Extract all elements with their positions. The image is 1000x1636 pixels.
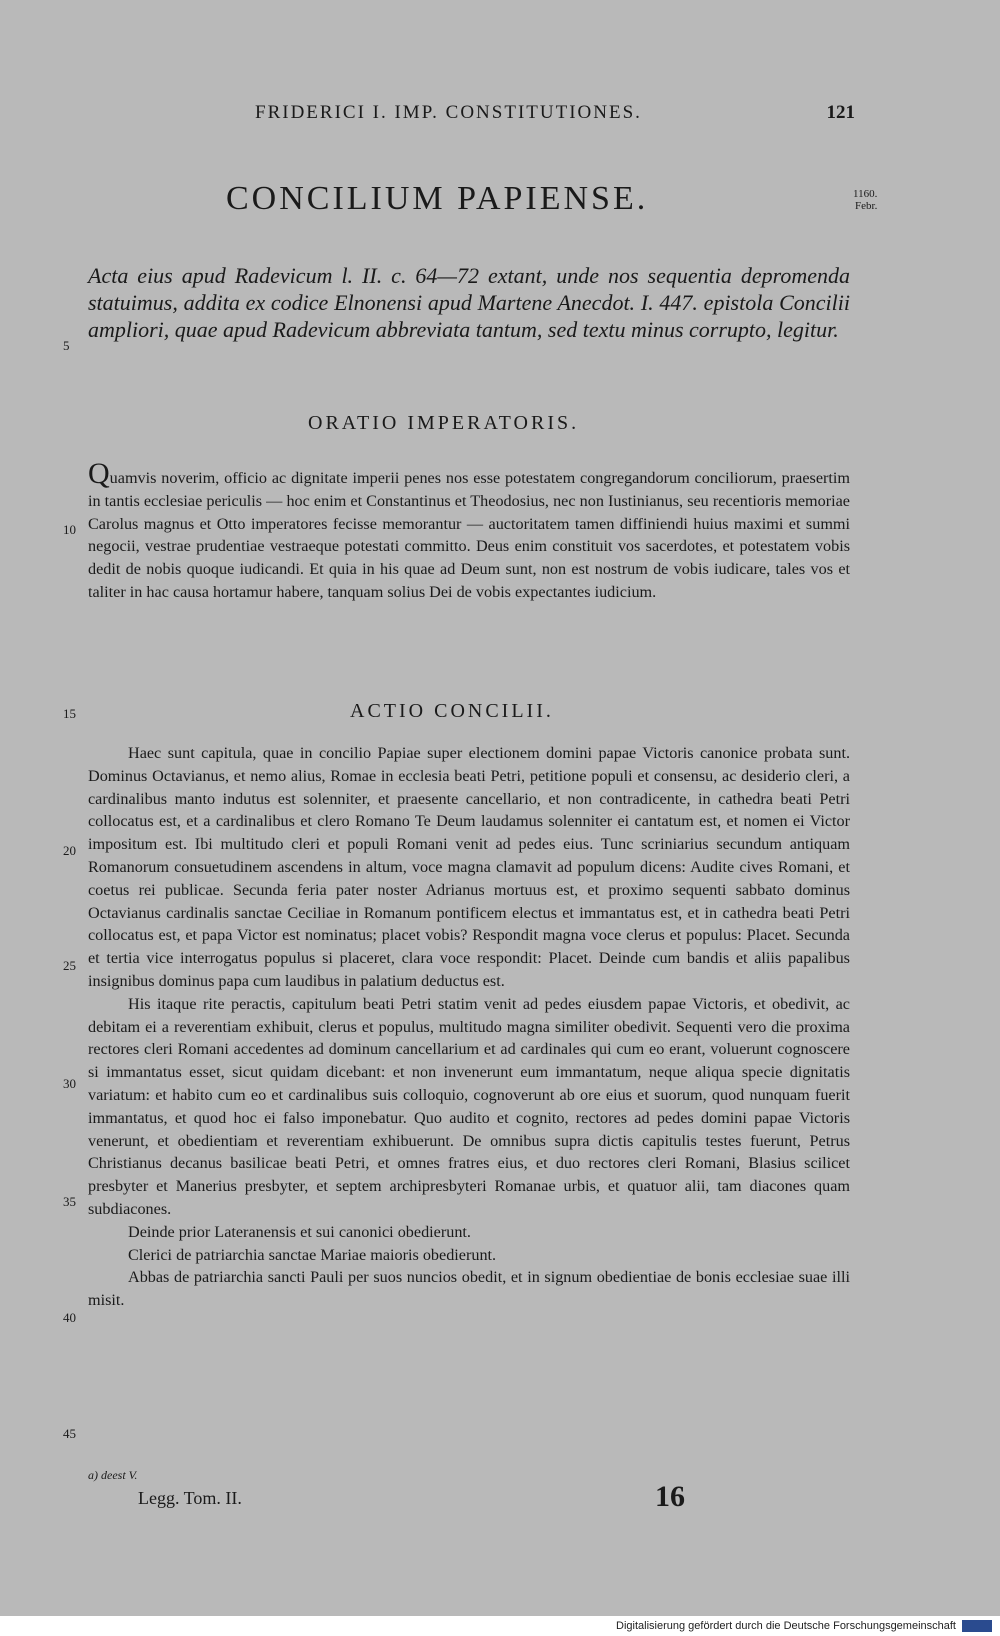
margin-year: 1160. [853, 188, 878, 200]
line-number: 40 [63, 1310, 76, 1325]
line-number: 20 [63, 843, 76, 858]
page-number: 121 [826, 102, 855, 123]
actio-paragraph-1: Haec sunt capitula, quae in concilio Papiae super electionem domini papae Victoris canonice probata sunt. Dominus Octavianus, et nemo alius, Romae in ecclesia beati Petri, petitione populi et consensu, ac desiderio cleri, a cardinalibus manto indutus est solenniter, et praesente cancellario, et non contradicente, in cathedra beati Petri collocatus est, et a cardinalibus et clero Romano Te Deum laudamus solenniter ei cantatum est, et nomen ei Victor impositum est. Ibi multitudo cleri et populi Romani venit ad pedes eius. Tunc scriniarius secundum antiquam Romanorum consuetudinem ascendens in altum, voce magna clamavit ad populum dicens: Audite cives Romani, et coetus rei publicae. Secunda feria pater noster Adrianus mortuus est, et proximo sequenti sabbato dominus Octavianus cardinalis sanctae Ceciliae in Romanum pontificem electus et immantatus est, et in cathedra beati Petri collocatus est, et papa Victor est nominatus; placet vobis? Respondit magna voce clerus et populus: Placet. Secunda et tertia vice interrogatus populus si placeret, clara voce respondit: Placet. Deinde cum bandis et aliis papalibus insignibus dominus papa cum laudibus in palatium deductus est. [88, 744, 850, 990]
line-number: 30 [63, 1076, 76, 1091]
section-heading-oratio: ORATIO IMPERATORIS. [308, 412, 580, 434]
signature-number: 16 [655, 1480, 685, 1513]
signature-mark: Legg. Tom. II. [138, 1488, 242, 1508]
intro-paragraph [88, 262, 850, 343]
section-heading-actio: ACTIO CONCILII. [350, 700, 554, 722]
line-number: 45 [63, 1426, 76, 1441]
margin-month: Febr. [855, 200, 878, 212]
line-number: 5 [63, 338, 70, 353]
margin-date [853, 188, 877, 212]
actio-paragraph-2: His itaque rite peractis, capitulum beati Petri statim venit ad pedes eiusdem papae Victoris, et obedivit, ac debitam ei a reverentiam exhibuit, clerus et populus, multitudo magna similiter obedivit. Sequenti vero die proxima rectores cleri Romani accedentes ad dominum cancellarium et ad cardinales qui cum eo erant, voluerunt cognoscere si immantatus esset, sicut quidam dicebant: et non invenerunt eum immantatum, neque aliqua specie dignitatis variatum: et habito cum eo et cardinalibus suis colloquio, cognoverunt ab ore eius et suorum, quod nunquam fuerit immantatus, et quod hoc ei falso imponebatur. Quo audito et cognito, rectores ad pedes domini papae Victoris venerunt, et obedientiam et reverentiam exhibuerunt. De omnibus supra dictis capitulis testes fuerunt, Petrus Christianus decanus basilicae beati Petri, et omnes fratres eius, et duo rectores cleri Romani, Blasius scilicet presbyter et Manerius presbyter, et septem archipresbyteri Romanae urbis, et quatuor alii, tam diacones quam subdiacones. [88, 994, 850, 1218]
digitization-credit: Digitalisierung gefördert durch die Deutsche Forschungsgemeinschaft [616, 1620, 956, 1632]
running-title: FRIDERICI I. IMP. CONSTITUTIONES. [255, 102, 642, 123]
line-number: 15 [63, 706, 76, 721]
drop-cap: Q [88, 457, 110, 490]
actio-paragraph-3: Deinde prior Lateranensis et sui canonici obedierunt. [128, 1222, 471, 1241]
footnote: a) deest V. [88, 1468, 138, 1482]
line-number: 35 [63, 1194, 76, 1209]
oratio-paragraph: uamvis noverim, officio ac dignitate imperii penes nos esse potestatem congregandorum conciliorum, praesertim in tantis ecclesiae periculis — hoc enim et Constantinus et Theodosius, nec non Iustinianus, seu recentioris memoriae Carolus magnus et Otto imperatores fecisse memorantur — auctoritatem tamen diffiniendi huius maximi et summi negocii, vestrae prudentiae vestraeque potestati committo. Deus enim constituit vos sacerdotes, et potestatem vobis dedit de nobis quoque iudicandi. Et quia in his quae ad Deum sunt, non est nostrum de vobis iudicare, tales vos et taliter in hac causa hortamur habere, tanquam solius Dei de vobis expectantes iudicium. [88, 469, 850, 601]
line-number: 10 [63, 522, 76, 537]
page-title: CONCILIUM PAPIENSE. [226, 180, 649, 217]
actio-paragraph-4: Clerici de patriarchia sanctae Mariae maioris obedierunt. [128, 1245, 497, 1264]
line-number: 25 [63, 958, 76, 973]
intro-text: Acta eius apud Radevicum l. II. c. 64—72 extant, unde nos sequentia depromenda statuimus, addita ex codice Elnonensi apud Martene Anecdot. I. 447. epistola Concilii ampliori, quae apud Radevicum abbreviata tantum, sed textu minus corrupto, legitur. [88, 263, 850, 342]
running-header [255, 102, 855, 124]
actio-paragraph-5: Abbas de patriarchia sancti Pauli per suos nuncios obedit, et in signum obedientiae de bonis ecclesiae suae illi misit. [88, 1268, 850, 1310]
oratio-text [88, 457, 850, 604]
actio-text [88, 742, 850, 1312]
dfg-logo [962, 1620, 992, 1632]
